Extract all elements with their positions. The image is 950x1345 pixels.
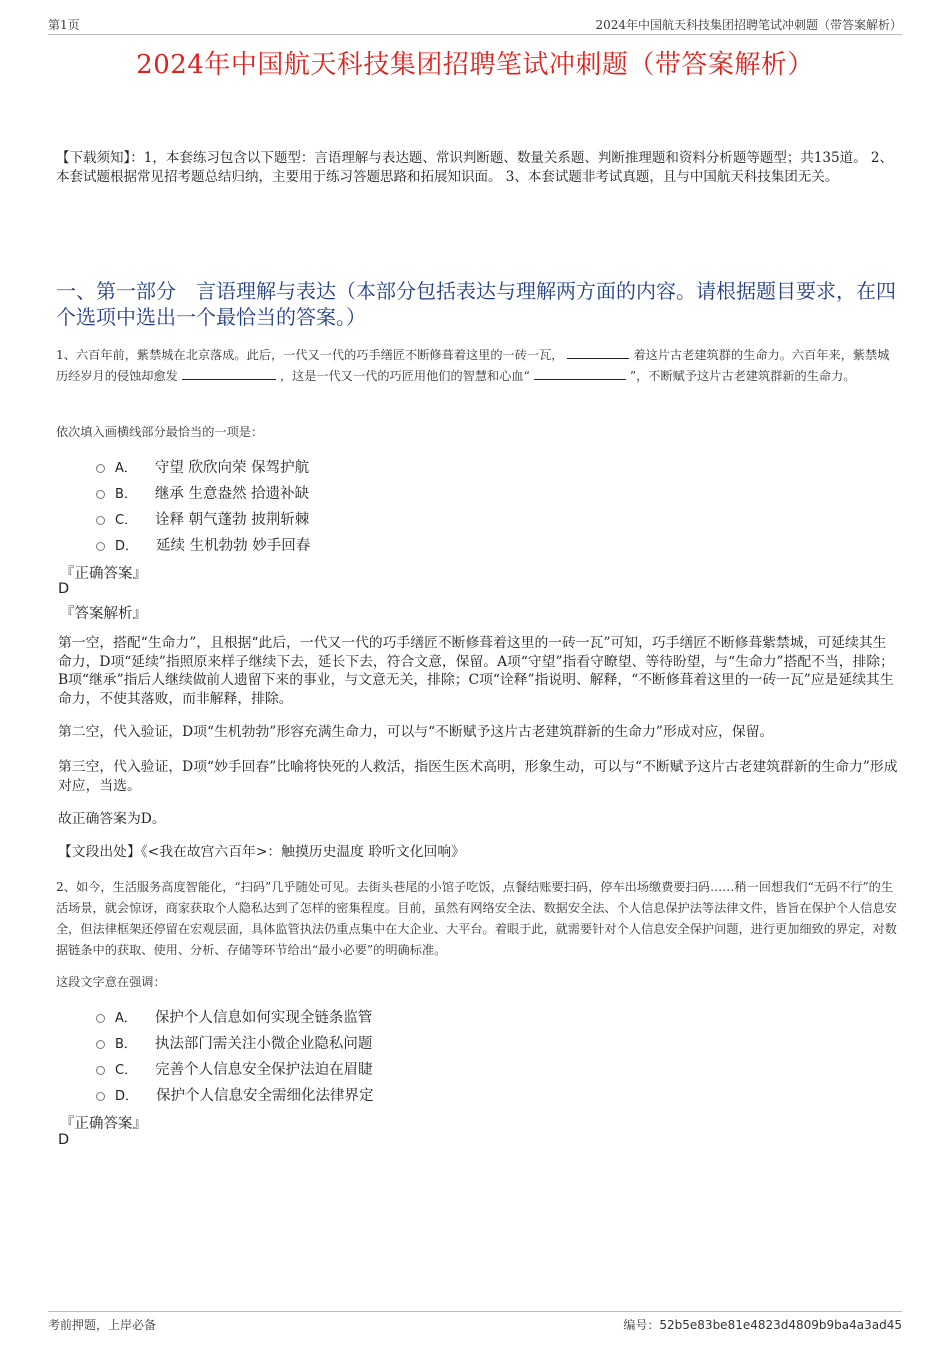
question-1-analysis-label: 『答案解析』 bbox=[60, 606, 147, 622]
question-2-option-a[interactable]: A． 保护个人信息如何实现全链条监管 bbox=[96, 1003, 374, 1029]
document-title: 2024年中国航天科技集团招聘笔试冲刺题（带答案解析） bbox=[136, 50, 814, 80]
radio-icon[interactable] bbox=[96, 464, 105, 473]
question-1-answer-label: 『正确答案』 bbox=[60, 566, 147, 582]
radio-icon[interactable] bbox=[96, 490, 105, 499]
page-footer bbox=[48, 1311, 902, 1336]
document-code: 编号：52b5e83be81e4823d4809b9ba4a3ad45 bbox=[623, 1318, 902, 1332]
radio-icon[interactable] bbox=[96, 516, 105, 525]
radio-icon[interactable] bbox=[96, 1014, 105, 1023]
question-1-option-a[interactable]: A． 守望 欣欣向荣 保驾护航 bbox=[96, 453, 310, 479]
page-number: 第1页 bbox=[48, 18, 80, 32]
question-2-option-d[interactable]: D． 保护个人信息安全需细化法律界定 bbox=[96, 1081, 374, 1107]
radio-icon[interactable] bbox=[96, 1040, 105, 1049]
analysis-paragraph: 第二空，代入验证，D项“生机勃勃”形容充满生命力，可以与“不断赋予这片古老建筑群新的生命力”形成对应，保留。 bbox=[58, 724, 774, 740]
question-1-option-c[interactable]: C． 诠释 朝气蓬勃 披荆斩棘 bbox=[96, 505, 310, 531]
question-2-answer-label: 『正确答案』 bbox=[60, 1116, 147, 1132]
question-2-answer: D bbox=[58, 1132, 70, 1148]
question-2-prompt: 这段文字意在强调： bbox=[56, 975, 166, 989]
blank-2 bbox=[182, 367, 276, 380]
text-source: 【文段出处】《<我在故宫六百年>：触摸历史温度 聆听文化回响》 bbox=[58, 844, 465, 860]
question-1-answer: D bbox=[58, 581, 70, 597]
question-1-options bbox=[96, 453, 310, 557]
radio-icon[interactable] bbox=[96, 1066, 105, 1075]
question-2-option-c[interactable]: C． 完善个人信息安全保护法迫在眉睫 bbox=[96, 1055, 374, 1081]
question-1-option-d[interactable]: D． 延续 生机勃勃 妙手回春 bbox=[96, 531, 310, 557]
question-2-options bbox=[96, 1003, 374, 1107]
section-title: 一、第一部分 言语理解与表达（本部分包括表达与理解两方面的内容。请根据题目要求，在四个选项中选出一个最恰当的答案。） bbox=[56, 279, 896, 329]
question-1-text: 1、六百年前，紫禁城在北京落成。此后，一代又一代的巧手缮匠不断修葺着这里的一砖一瓦， 着这片古老建筑群的生命力。六百年来，紫禁城历经岁月的侵蚀却愈发 ，这是一代又一代的巧匠用他们的智慧和心血“ ”，不断赋予这片古老建筑群新的生命力。 bbox=[56, 348, 890, 383]
question-1-option-b[interactable]: B． 继承 生意盎然 拾遗补缺 bbox=[96, 479, 310, 505]
blank-1 bbox=[567, 346, 629, 359]
question-2-option-b[interactable]: B． 执法部门需关注小微企业隐私问题 bbox=[96, 1029, 374, 1055]
analysis-paragraph: 第一空，搭配“生命力”，且根据“此后，一代又一代的巧手缮匠不断修葺着这里的一砖一瓦”可知，巧手缮匠不断修葺紫禁城，可延续其生命力，D项“延续”指照原来样子继续下去，延长下去，符合文意，保留。A项“守望”指看守瞭望、等待盼望，与“生命力”搭配不当，排除；B项“继承”指后人继续做前人遗留下来的事业，与文意无关，排除；C项“诠释”指说明、解释，“不断修葺着这里的一砖一瓦”应是延续其生命力，不使其落败，而非解释，排除。 bbox=[58, 635, 894, 707]
blank-3 bbox=[534, 367, 626, 380]
radio-icon[interactable] bbox=[96, 1092, 105, 1101]
download-notice: 【下载须知】：1，本套练习包含以下题型：言语理解与表达题、常识判断题、数量关系题、判断推理题和资料分析题等题型；共135道。 2、本套试题根据常见招考题总结归纳，主要用于练习答题思路和拓展知识面。 3、本套试题非考试真题，且与中国航天科技集团无关。 bbox=[56, 150, 893, 185]
analysis-conclusion: 故正确答案为D。 bbox=[58, 811, 166, 827]
header-doc-title: 2024年中国航天科技集团招聘笔试冲刺题（带答案解析） bbox=[595, 18, 902, 32]
question-1-prompt: 依次填入画横线部分最恰当的一项是： bbox=[56, 425, 264, 439]
footer-slogan: 考前押题，上岸必备 bbox=[48, 1318, 157, 1332]
radio-icon[interactable] bbox=[96, 542, 105, 551]
analysis-paragraph: 第三空，代入验证，D项“妙手回春”比喻将快死的人救活，指医生医术高明，形象生动，可以与“不断赋予这片古老建筑群新的生命力”形成对应，当选。 bbox=[58, 759, 898, 794]
question-2-text: 2、如今，生活服务高度智能化，“扫码”几乎随处可见。去街头巷尾的小馆子吃饭，点餐结账要扫码，停车出场缴费要扫码……稍一回想我们“无码不行”的生活场景，就会惊讶，商家获取个人隐私达到了怎样的密集程度。目前，虽然有网络安全法、数据安全法、个人信息保护法等法律文件，皆旨在保护个人信息安全，但法律框架还停留在宏观层面，具体监管执法仍重点集中在大企业、大平台。着眼于此，就需要针对个人信息安全保护问题，进行更加细致的界定，对数据链条中的获取、使用、分析、存储等环节给出“最小必要”的明确标准。 bbox=[56, 880, 897, 957]
page-header bbox=[48, 12, 902, 35]
